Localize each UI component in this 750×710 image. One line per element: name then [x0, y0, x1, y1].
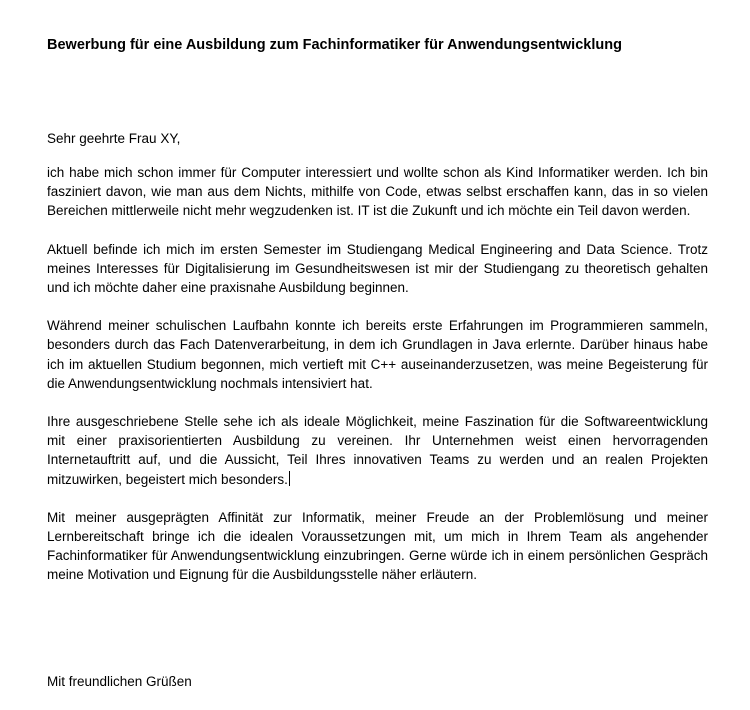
text-cursor: [289, 471, 290, 486]
paragraph-motivation: [47, 412, 708, 489]
paragraph-current-status: Aktuell befinde ich mich im ersten Semester im Studiengang Medical Engineering and Data Science. Trotz meines Interesses für Digitalisierung im Gesundheitswesen ist mir der Studiengang zu theoretisch gehalten und ich möchte daher eine praxisnahe Ausbildung beginnen.: [47, 241, 708, 296]
paragraph-intro: ich habe mich schon immer für Computer interessiert und wollte schon als Kind Informatiker werden. Ich bin fasziniert davon, wie man aus dem Nichts, mithilfe von Code, etwas selbst erschaffen kann, das in so vielen Bereichen mittlerweile nicht mehr wegzudenken ist. IT ist die Zukunft und ich möchte ein Teil davon werden.: [47, 165, 708, 219]
letter-subject: Bewerbung für eine Ausbildung zum Fachinformatiker für Anwendungsentwicklung: [47, 37, 622, 53]
paragraph-conclusion: Mit meiner ausgeprägten Affinität zur Informatik, meiner Freude an der Problemlösung und meiner Lernbereitschaft bringe ich die idealen Voraussetzungen mit, um mich in Ihrem Team als angehender Fachinformatiker für Anwendungsentwicklung einzubringen. Gerne würde ich in einem persönlichen Gespräch meine Motivation und Eignung für die Ausbildungsstelle näher erläutern.: [47, 509, 708, 583]
paragraph-experience: Während meiner schulischen Laufbahn konnte ich bereits erste Erfahrungen im Programmieren sammeln, besonders durch das Fach Datenverarbeitung, in dem ich Grundlagen in Java erlernte. Darüber hinaus habe ich im aktuellen Studium begonnen, mich vertieft mit C++ auseinanderzusetzen, was meine Begeisterung für die Anwendungsentwicklung nochmals intensiviert hat.: [47, 318, 708, 391]
letter-salutation: Sehr geehrte Frau XY,: [47, 131, 181, 146]
letter-body: [47, 163, 708, 604]
paragraph-motivation-text: Ihre ausgeschriebene Stelle sehe ich als ideale Möglichkeit, meine Faszination für die Softwareentwicklung mit einer praxisorientierten Ausbildung zu vereinen. Ihr Unternehmen weist einen hervorragenden Internetauftritt auf, und die Aussicht, Teil Ihres innovativen Teams zu werden und an realen Projekten mitzuwirken, begeistert mich besonders.: [47, 414, 708, 487]
letter-closing: Mit freundlichen Grüßen: [47, 674, 192, 689]
